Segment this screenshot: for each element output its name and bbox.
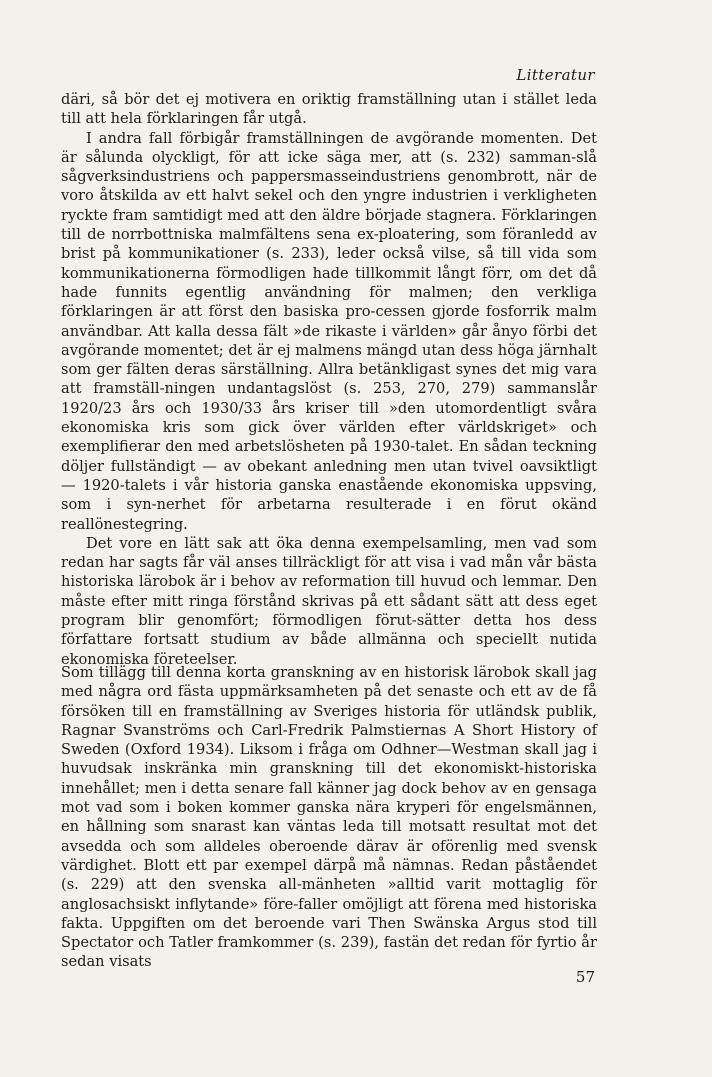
paragraph-critique: I andra fall förbigår framställningen de avgörande momenten. Det är sålunda olyckligt, för att icke säga mer, att (s. 232) samman-slå sågverksindustriens och pappersmasseindustriens genombrott, när de voro åtskilda av ett halvt sekel och den yngre industrien i verkligheten ryckte fram samtidigt med att den äldre började stagnera. Förklaringen till de norrbottniska malmfältens sena ex-ploatering, som föranledd av brist på kommunikationer (s. 233), leder också vilse, så till vida som kommunikationerna förmodligen hade tillkommit långt förr, om det då hade funnits egentlig användning för malmen; den verkliga förklaringen är att först den basiska pro-cessen gjorde fosforrik malm användbar. Att kalla dessa fält »de rikaste i världen» går ånyo förbi det avgörande momentet; det är ej malmens mängd utan dess höga järnhalt som ger fälten deras särställning. Allra betänkligast synes det mig vara att framställ-ningen undantagslöst (s. 253, 270, 279) sammanslår 1920/23 års och 1930/33 års kriser till »den utomordentligt svåra ekonomiska kris som gick över världen efter världskriget» och exemplifierar den med arbetslösheten på 1930-talet. En sådan teckning döljer fullständigt — av obekant anledning men utan tvivel oavsiktligt — 1920-talets i vår historia ganska enastående ekonomiska uppsving, som i syn-nerhet för arbetarna resulterade i en förut okänd reallönestegring. xyxy=(61,129,597,533)
running-head: Litteratur xyxy=(516,66,595,84)
text-block-upper xyxy=(61,90,597,669)
paragraph-conclusion: Det vore en lätt sak att öka denna exempelsamling, men vad som redan har sagts får väl anses tillräckligt för att visa i vad mån vår bästa historiska lärobok är i behov av reformation till huvud och lemmar. Den måste efter mitt ringa förstånd skrivas på ett sådant sätt att dess eget program blir genomfört; förmodligen förut-sätter detta hos dess författare fortsatt studium av både allmänna och speciellt nutida ekonomiska företeelser. xyxy=(61,534,597,668)
page-number: 57 xyxy=(575,968,595,986)
paragraph-continuation: däri, så bör det ej motivera en oriktig framställning utan i stället leda till att hela förklaringen får utgå. xyxy=(61,91,597,128)
paragraph-addendum: Som tillägg till denna korta granskning av en historisk lärobok skall jag med några ord fästa uppmärksamheten på det senaste och ett av de få försöken till en framställning av Sveriges historia för utländsk publik, Ragnar Svanströms och Carl-Fredrik Palmstiernas A Short History of Sweden (Oxford 1934). Liksom i fråga om Odhner—Westman skall jag i huvudsak inskränka min granskning till det ekonomiskt-historiska innehållet; men i detta senare fall känner jag dock behov av en gensaga mot vad som i boken kommer ganska nära kryperi för engelsmännen, en hållning som snarast kan väntas leda till motsatt resultat mot det avsedda och som alldeles oberoende därav är oförenlig med svensk värdighet. Blott ett par exempel därpå må nämnas. Redan påståendet (s. 229) att den svenska all-mänheten »alltid varit mottaglig för anglosachsiskt inflytande» före-faller omöjligt att förena med historiska fakta. Uppgiften om det beroende vari Then Swänska Argus stod till Spectator och Tatler framkommer (s. 239), fastän det redan för fyrtio år sedan visats xyxy=(61,664,597,971)
text-block-lower xyxy=(61,663,597,972)
